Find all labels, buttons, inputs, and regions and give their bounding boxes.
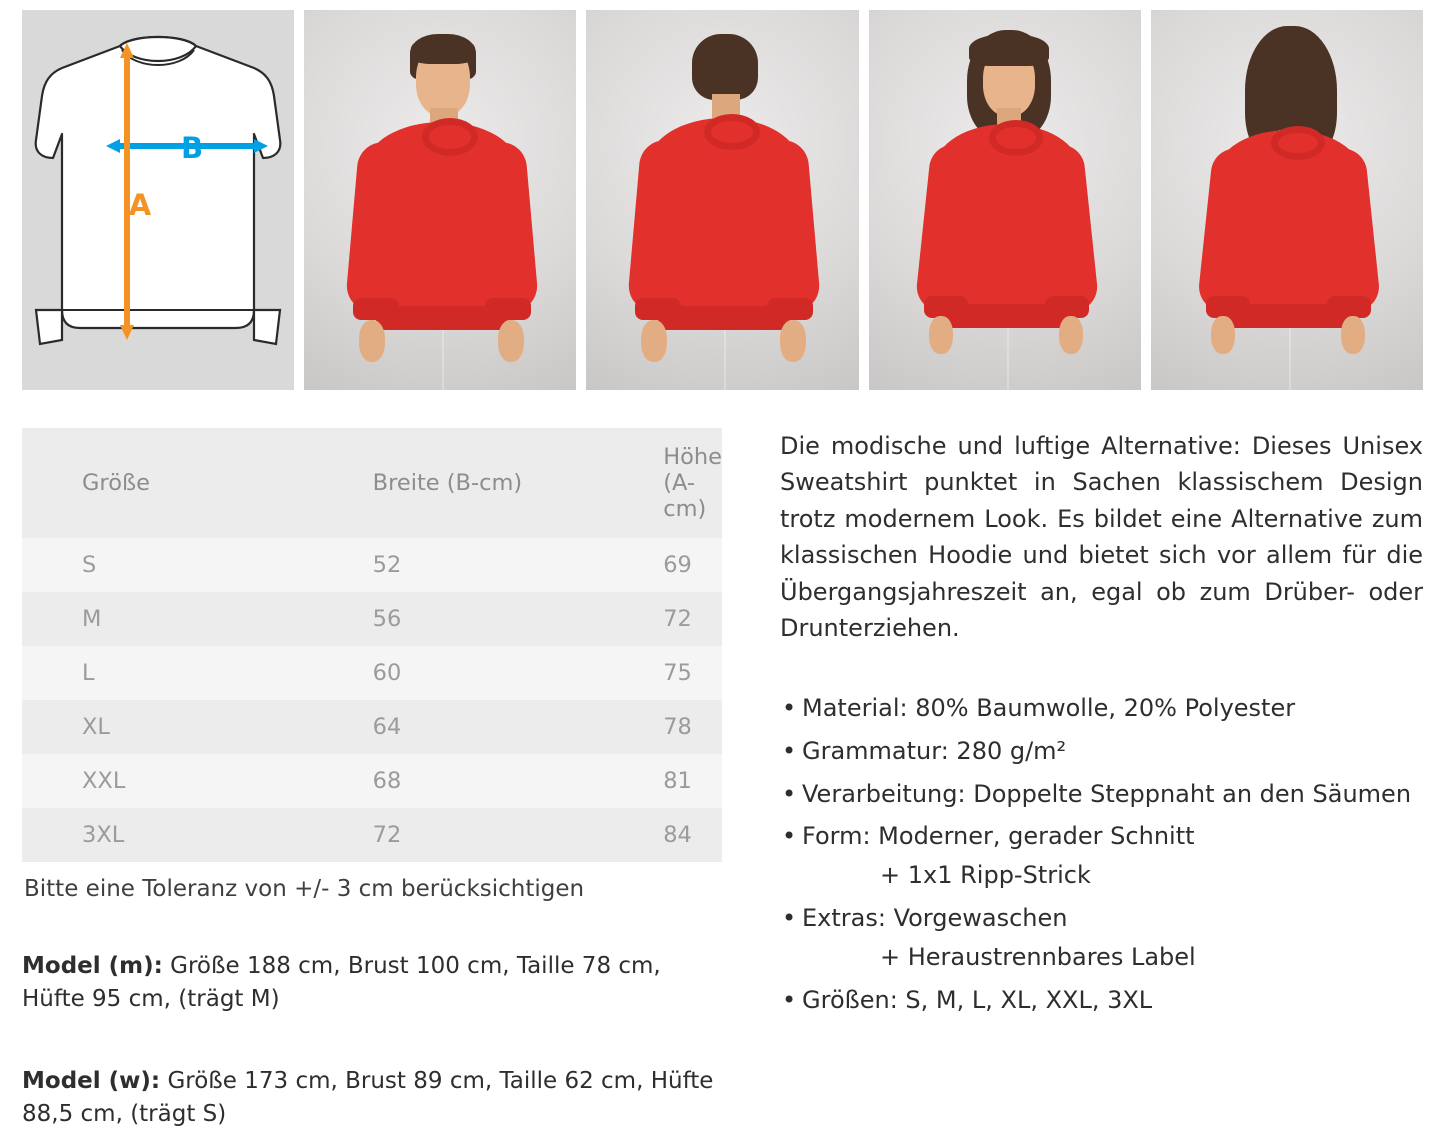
spec-text: Extras: Vorgewaschen (802, 904, 1068, 933)
table-header-row (22, 428, 722, 538)
product-description: Die modische und luftige Alternative: Dieses Unisex Sweatshirt punktet in Sachen klassischem Design trotz modernem Look. Es bildet eine Alternative zum klassischen Hoodie und bietet sich vor allem für die Übergangsjahreszeit an, egal ob zum Drüber- oder Drunterziehen. (780, 432, 1423, 643)
list-item (780, 689, 1423, 728)
table-row (22, 700, 722, 754)
table-row (22, 754, 722, 808)
cell-height: 81 (603, 754, 722, 808)
table-row (22, 592, 722, 646)
col-header-width: Breite (B-cm) (313, 428, 604, 538)
photo-male-front (304, 10, 576, 390)
cell-width: 60 (313, 646, 604, 700)
model-female-label: Model (w): (22, 1067, 161, 1094)
spec-text: Verarbeitung: Doppelte Steppnaht an den Säumen (802, 779, 1412, 808)
cell-width: 52 (313, 538, 604, 592)
label-b: B (180, 131, 204, 165)
cell-size: L (22, 646, 313, 700)
spec-subtext: + 1x1 Ripp-Strick (880, 861, 1091, 890)
list-item (780, 817, 1423, 895)
model-male-text: Größe 188 cm, Brust 100 cm, Taille 78 cm, Hüfte 95 cm, (trägt M) (22, 953, 661, 1013)
table-row (22, 646, 722, 700)
spec-text: Material: 80% Baumwolle, 20% Polyester (802, 693, 1296, 722)
spec-text: Form: Moderner, gerader Schnitt (802, 822, 1195, 851)
model-male-info (22, 950, 722, 1017)
cell-size: M (22, 592, 313, 646)
table-row (22, 538, 722, 592)
cell-height: 69 (603, 538, 722, 592)
col-header-size: Größe (22, 428, 313, 538)
cell-size: XL (22, 700, 313, 754)
cell-size: XXL (22, 754, 313, 808)
spec-text: Grammatur: 280 g/m² (802, 736, 1067, 765)
tolerance-note: Bitte eine Toleranz von +/- 3 cm berücksichtigen (24, 876, 585, 902)
list-item (780, 775, 1423, 814)
description-column (750, 428, 1423, 1131)
spec-text: Größen: S, M, L, XL, XXL, 3XL (802, 985, 1153, 1014)
cell-width: 64 (313, 700, 604, 754)
photo-male-back (586, 10, 858, 390)
sweatshirt-outline-icon (22, 10, 294, 390)
cell-height: 72 (603, 592, 722, 646)
measurement-diagram (22, 10, 294, 390)
cell-width: 56 (313, 592, 604, 646)
cell-height: 84 (603, 808, 722, 862)
size-table (22, 428, 722, 862)
cell-size: S (22, 538, 313, 592)
model-male-label: Model (m): (22, 953, 163, 979)
spec-subtext: + Heraustrennbares Label (880, 943, 1196, 972)
label-a: A (128, 188, 152, 222)
cell-size: 3XL (22, 808, 313, 862)
cell-width: 72 (313, 808, 604, 862)
list-item (780, 981, 1423, 1020)
list-item (780, 732, 1423, 771)
spec-list (780, 689, 1423, 1020)
list-item (780, 899, 1423, 977)
product-image-strip (0, 0, 1445, 390)
model-female-info (22, 1065, 722, 1132)
photo-female-back (1151, 10, 1423, 390)
cell-height: 75 (603, 646, 722, 700)
table-row (22, 808, 722, 862)
size-info-column (22, 428, 722, 1131)
model-female-text: Größe 173 cm, Brust 89 cm, Taille 62 cm, Hüfte 88,5 cm, (trägt S) (22, 1067, 714, 1128)
cell-height: 78 (603, 700, 722, 754)
photo-female-front (869, 10, 1141, 390)
col-header-height: Höhe (A-cm) (603, 428, 722, 538)
cell-width: 68 (313, 754, 604, 808)
